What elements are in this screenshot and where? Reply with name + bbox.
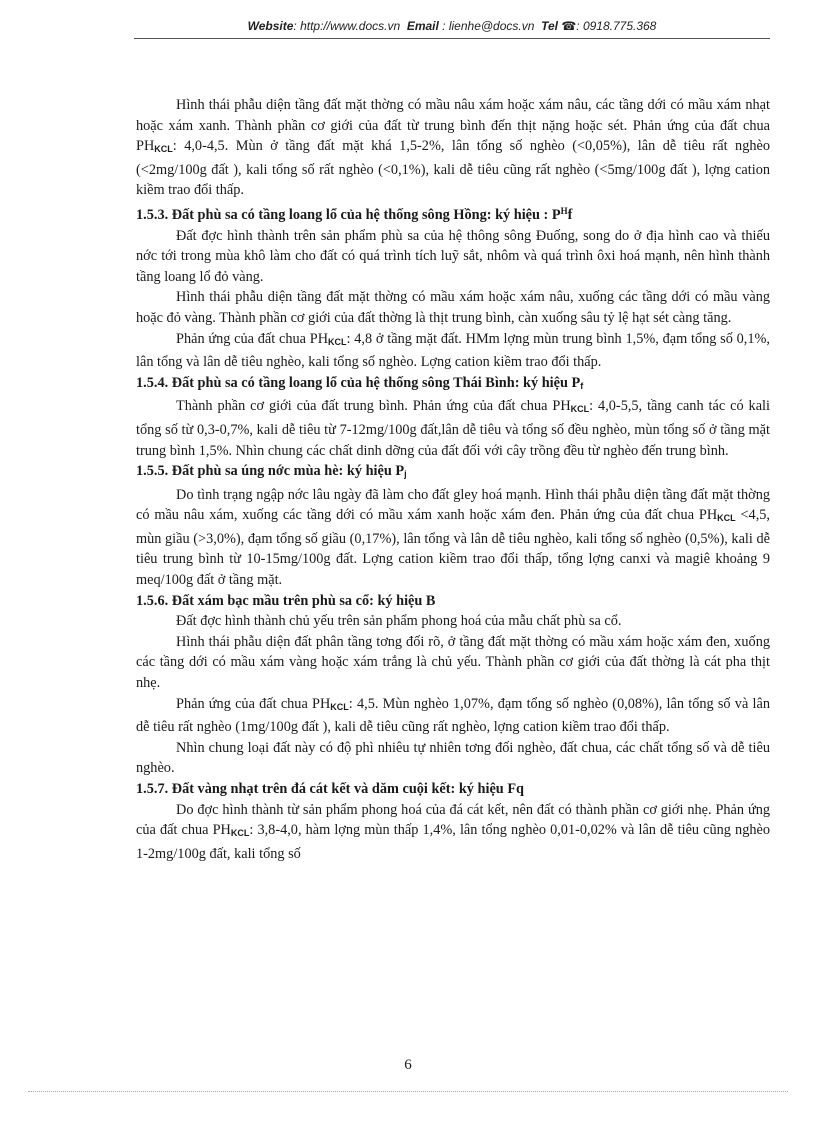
email-label: Email [406, 19, 439, 33]
section-heading-1-5-7: 1.5.7. Đất vàng nhạt trên đá cát kết và dăm cuội kết: ký hiệu Fq [136, 781, 525, 797]
paragraph: Do đợc hình thành từ sản phẩm phong hoá của đá cát kết, nên đất có thành phần cơ giới nhẹ. Phản ứng của đất chua $PH_{KCL}$: 3,8-4,0, hàm lợng mùn thấp 1,4%, lân tổng nghèo 0,01-0,02% và lân dễ tiêu cũng nghèo 1-2mg/100g đất, kali tổng số [136, 801, 770, 862]
footer-divider [28, 1091, 788, 1092]
section-heading-1-5-6: 1.5.6. Đất xám bạc mầu trên phù sa cổ: ký hiệu B [136, 592, 436, 609]
website-label: Website [247, 19, 294, 33]
paragraph: Đất đợc hình thành trên sản phẩm phù sa của hệ thông sông Đuống, song do ở địa hình cao và thiếu nớc tới trong mùa khô làm cho đất có quá trình tích luỹ sắt, nhôm và quá trình ôxi hoá mạnh, nên hình thành tầng loang lổ đỏ vàng. [136, 227, 770, 285]
website-value: : http://www.docs.vn [293, 19, 401, 33]
paragraph: Đất đợc hình thành chủ yếu trên sản phẩm phong hoá của mẫu chất phù sa cổ. [176, 613, 622, 630]
section-heading-1-5-4: 1.5.4. Đất phù sa có tầng loang lổ của hệ thống sông Thái Bình: ký hiệu $P_f$ [136, 374, 584, 391]
header-divider [134, 38, 770, 39]
email-value: : lienhe@docs.vn [442, 19, 535, 33]
paragraph: Hình thái phẫu diện tầng đất mặt thờng có mầu xám hoặc xám nâu, xuống các tầng dới có mầu vàng hoặc đỏ vàng. Thành phần cơ giới của đất thờng là thịt trung bình, càn xuống sâu tỷ lệ hạt sét càng tăng. [136, 289, 770, 326]
page-number: 6 [404, 1057, 412, 1073]
paragraph: Hình thái phẫu diện tầng đất mặt thờng có mầu nâu xám hoặc xám nâu, các tầng dới có mầu xám nhạt hoặc xám xanh. Thành phần cơ giới của đất từ trung bình đến thịt nặng hoặc sét. Phản ứng của đất chua $PH_{KCL}$: 4,0-4,5. Mùn ở tầng đất mặt khá 1,5-2%, lân tổng số nghèo (<0,05%), lân dễ tiêu rất nghèo (<2mg/100g đất ), kali tổng số rất nghèo (<0,1%), kali dễ tiêu cũng rất nghèo (<5mg/100g đất ), lợng cation kiềm trao đổi thấp. [136, 97, 770, 199]
paragraph: Phản ứng của đất chua $PH_{KCL}$: 4,8 ở tầng mặt đất. HMm lợng mùn trung bình 1,5%, đạm tổng số 0,1%, lân tổng và lân dễ tiêu nghèo, kali tổng số nghèo. Lợng cation kiềm trao đổi thấp. [136, 330, 770, 371]
section-heading-1-5-5: 1.5.5. Đất phù sa úng nớc mùa hè: ký hiệu $P_j$ [136, 463, 407, 480]
page-header [134, 19, 770, 33]
document-body [136, 95, 770, 864]
paragraph: Hình thái phẫu diện đất phân tầng tơng đối rõ, ở tầng đất mặt thờng có mầu xám hoặc xám đen, xuống các tầng dới có mầu xám vàng hoặc xám trắng là chủ yếu. Thành phần cơ giới của đất thờng là cát pha thịt nhẹ. [136, 633, 770, 692]
paragraph: Do tình trạng ngập nớc lâu ngày đã làm cho đất gley hoá mạnh. Hình thái phẫu diện tầng đất mặt thờng có mầu nâu xám, xuống các tầng dới có mầu xám xanh hoặc xám đen. Phản ứng của đất chua $PH_{KCL} <4,5$, mùn giầu (>3,0%), đạm tổng số giầu (0,17%), lân tổng và lân dễ tiêu nghèo, kali tổng số nghèo (0,5%), kali dễ tiêu trung bình từ 10-15mg/100g đất. Lợng cation kiềm trao đổi thấp, tổng lợng canxi và magiê khoảng 9 meq/100g đất ở tầng mặt. [136, 486, 770, 589]
paragraph: Phản ứng của đất chua $PH_{KCL}$: 4,5. Mùn nghèo 1,07%, đạm tổng số nghèo (0,08%), lân tổng số và lân dễ tiêu rất nghèo (1mg/100g đất ), kali dễ tiêu cũng rất nghèo, lợng cation kiềm trao đổi thấp. [136, 695, 770, 736]
section-heading-1-5-3: 1.5.3. Đất phù sa có tầng loang lổ của hệ thống sông Hồng: ký hiệu : $P^Hf$ [136, 205, 573, 223]
phone-icon: ☎ [561, 19, 577, 33]
paragraph: Nhìn chung loại đất này có độ phì nhiêu tự nhiên tơng đối nghèo, đất chua, các chất tổng số và dễ tiêu nghèo. [136, 739, 770, 777]
paragraph: Thành phần cơ giới của đất trung bình. Phản ứng của đất chua $PH_{KCL}$: 4,0-5,5, tầng canh tác có kali tổng số từ 0,3-0,7%, kali dễ tiêu từ 7-12mg/100g đất,lân dễ tiêu và tổng số đều nghèo, mùn tổng số ở tầng mặt trung bình 1,5%. Nhìn chung các chất dinh dỡng của đất đối với cây trồng đều từ nghèo đến trung bình. [136, 398, 770, 459]
tel-label: Tel [541, 19, 558, 33]
tel-value: : 0918.775.368 [576, 19, 657, 33]
